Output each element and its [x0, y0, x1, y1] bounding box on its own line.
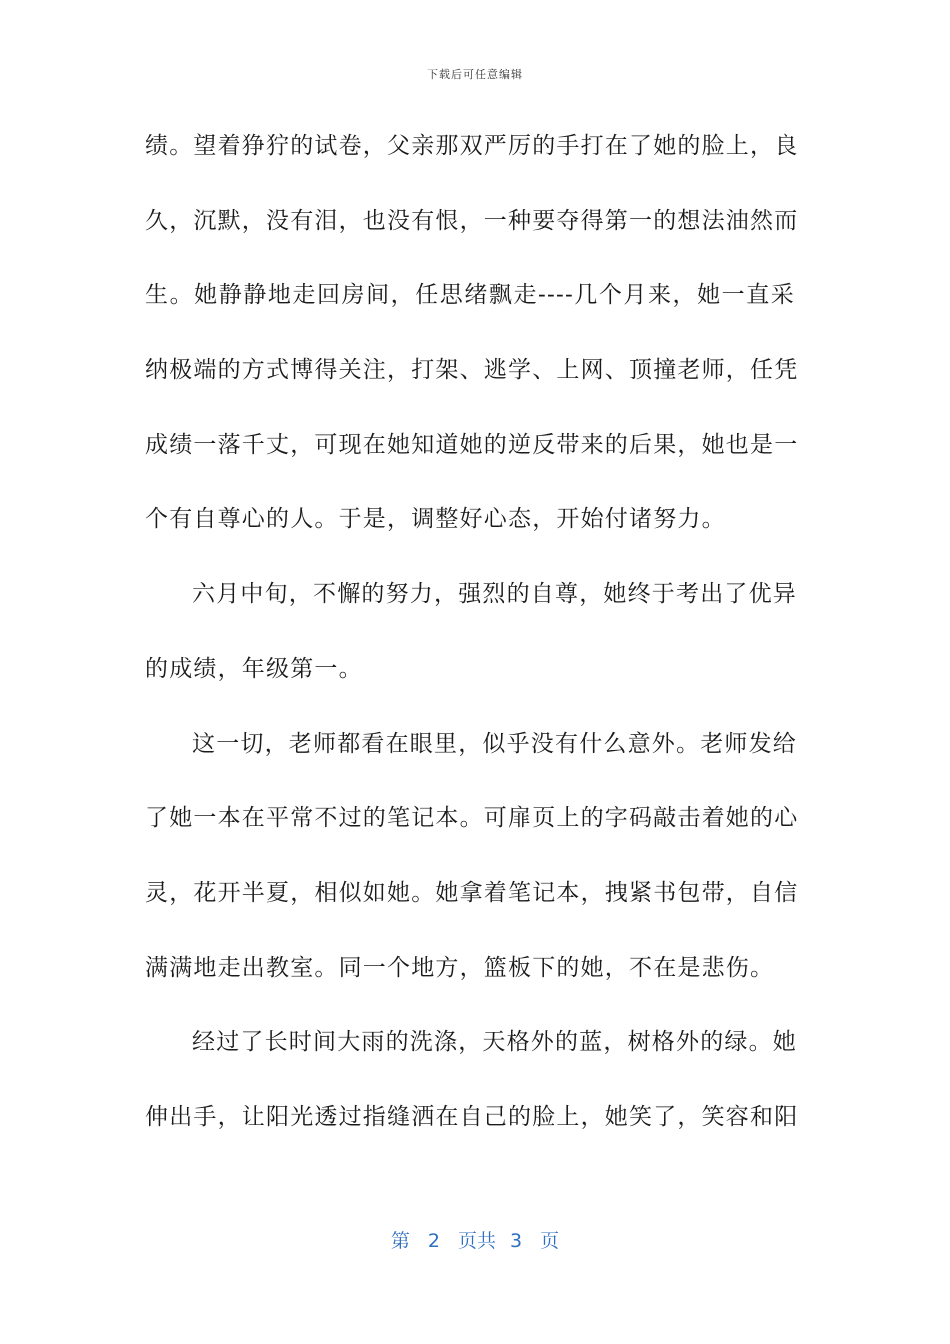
text-line: 的成绩，年级第一。 [145, 655, 363, 682]
document-body [145, 116, 799, 1162]
text-line: 这一切，老师都看在眼里，似乎没有什么意外。老师发给 [192, 730, 797, 757]
footer-current-page: 2 [427, 1230, 440, 1252]
text-line: 绩。望着狰狞的试卷，父亲那双严厉的手打在了她的脸上，良 [145, 133, 799, 159]
text-line: 了她一本在平常不过的笔记本。可扉页上的字码敲击着她的心 [145, 805, 799, 832]
page-header-note: 下载后可任意编辑 [427, 68, 523, 81]
text-line: 满满地走出教室。同一个地方，篮板下的她，不在是悲伤。 [145, 954, 775, 981]
footer-total-pages: 3 [510, 1230, 523, 1252]
text-line: 生。她静静地走回房间，任思绪飘走----几个月来，她一直采 [145, 282, 795, 309]
footer-prefix: 第 [390, 1230, 410, 1252]
text-line: 经过了长时间大雨的洗涤，天格外的蓝，树格外的绿。她 [192, 1029, 797, 1056]
text-line: 六月中旬，不懈的努力，强烈的自尊，她终于考出了优异 [192, 581, 797, 608]
footer-mid: 页共 [457, 1230, 496, 1252]
text-line: 久，沉默，没有泪，也没有恨，一种要夺得第一的想法油然而 [145, 207, 799, 234]
footer-suffix: 页 [540, 1230, 560, 1252]
text-line: 成绩一落千丈，可现在她知道她的逆反带来的后果，她也是一 [145, 431, 799, 458]
text-line: 伸出手，让阳光透过指缝洒在自己的脸上，她笑了，笑容和阳 [145, 1103, 799, 1130]
text-line: 纳极端的方式博得关注，打架、逃学、上网、顶撞老师，任凭 [145, 357, 799, 384]
text-line: 个有自尊心的人。于是，调整好心态，开始付诸努力。 [145, 506, 726, 533]
text-line: 灵，花开半夏，相似如她。她拿着笔记本，拽紧书包带，自信 [145, 879, 799, 906]
page-footer [0, 1226, 950, 1253]
